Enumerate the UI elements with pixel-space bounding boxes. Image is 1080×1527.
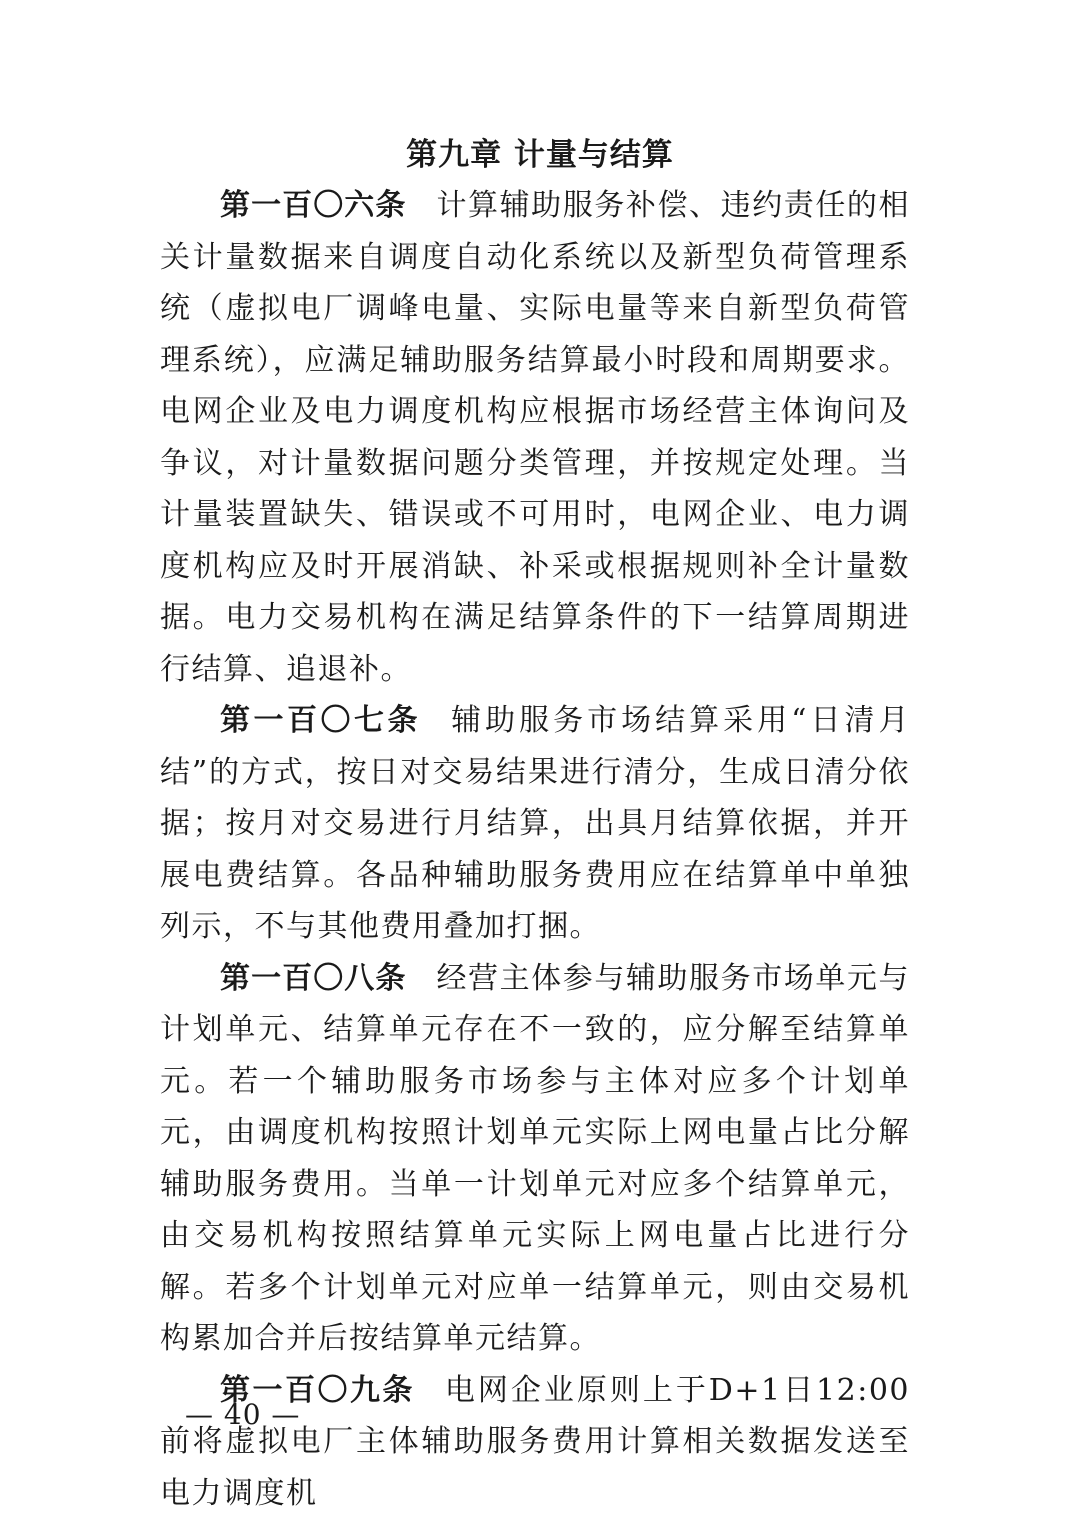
page-number: — 40 —	[185, 1398, 301, 1431]
article-number: 第一百〇七条	[220, 703, 422, 738]
article-108	[160, 953, 910, 1365]
article-text: 计算辅助服务补偿、违约责任的相关计量数据来自调度自动化系统以及新型负荷管理系统（虚拟电厂调峰电量、实际电量等来自新型负荷管理系统），应满足辅助服务结算最小时段和周期要求。电网企业及电力调度机构应根据市场经营主体询问及争议，对计量数据问题分类管理，并按规定处理。当计量装置缺失、错误或不可用时，电网企业、电力调度机构应及时开展消缺、补采或根据规则补全计量数据。电力交易机构在满足结算条件的下一结算周期进行结算、追退补。	[160, 188, 911, 687]
article-number: 第一百〇八条	[220, 960, 407, 996]
article-106	[160, 180, 910, 695]
article-text: 电网企业原则上于D+1日12:00前将虚拟电厂主体辅助服务费用计算相关数据发送至电力调度机	[160, 1372, 911, 1511]
article-text: 经营主体参与辅助服务市场单元与计划单元、结算单元存在不一致的，应分解至结算单元。若一个辅助服务市场参与主体对应多个计划单元，由调度机构按照计划单元实际上网电量占比分解辅助服务费用。当单一计划单元对应多个结算单元，由交易机构按照结算单元实际上网电量占比进行分解。若多个计划单元对应单一结算单元，则由交易机构累加合并后按结算单元结算。	[160, 960, 911, 1356]
article-number: 第一百〇六条	[220, 188, 407, 223]
article-text: 辅助服务市场结算采用“日清月结”的方式，按日对交易结果进行清分，生成日清分依据；按月对交易进行月结算，出具月结算依据，并开展电费结算。各品种辅助服务费用应在结算单中单独列示，不与其他费用叠加打捆。	[160, 703, 911, 944]
article-107	[160, 695, 910, 953]
chapter-title: 第九章 计量与结算	[406, 137, 674, 173]
article-number: 第一百〇九条	[220, 1372, 415, 1408]
article-109	[160, 1365, 910, 1520]
document-body	[160, 180, 910, 1519]
